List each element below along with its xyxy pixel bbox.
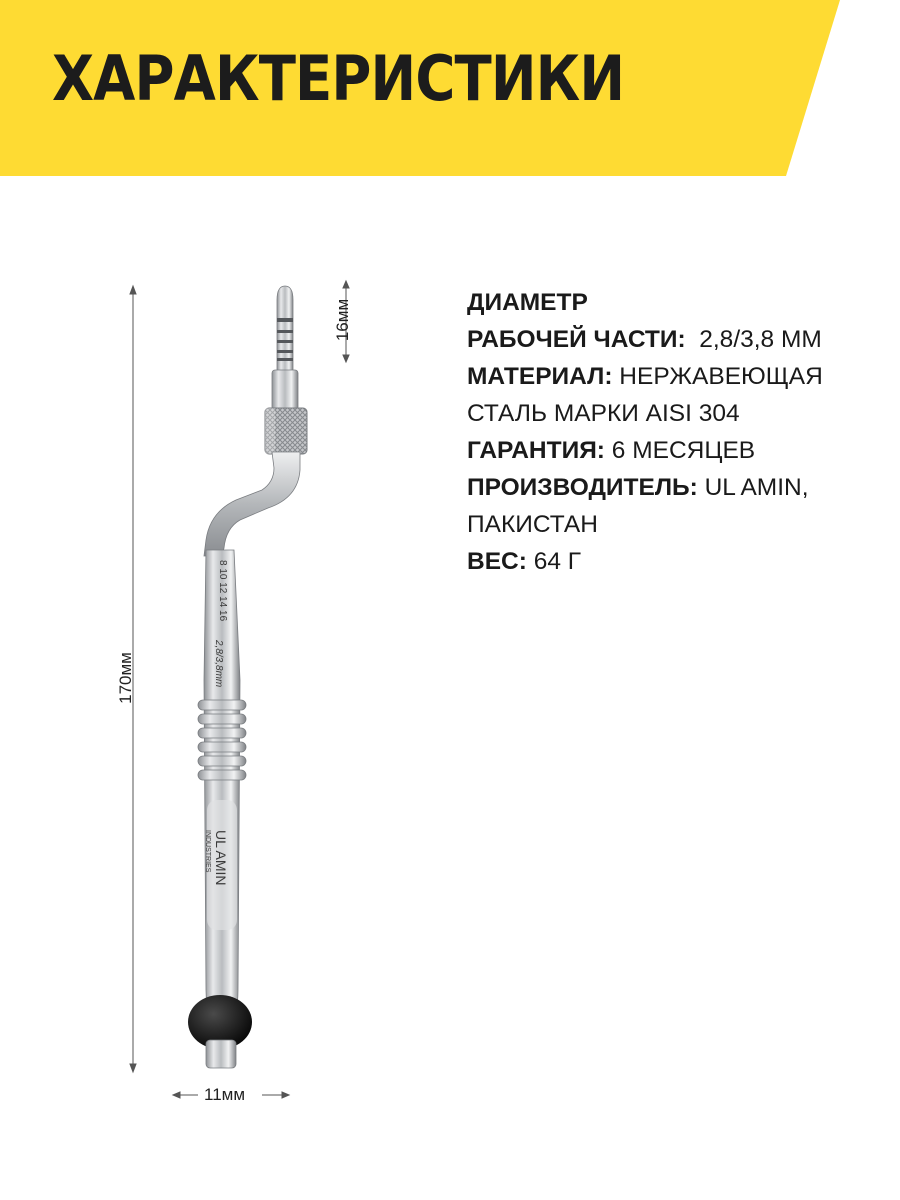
spec-value: 6 МЕСЯЦЕВ bbox=[604, 437, 756, 464]
width-label: 11мм bbox=[204, 1085, 246, 1104]
working-tip bbox=[272, 286, 298, 410]
size-marking: 2,8/3,8mm bbox=[213, 640, 224, 688]
knurled-collar bbox=[265, 408, 307, 454]
brand-text: UL AMIN bbox=[213, 830, 229, 886]
page-title: ХАРАКТЕРИСТИКИ bbox=[52, 42, 625, 115]
spec-label: ПРОИЗВОДИТЕЛЬ: bbox=[467, 474, 698, 501]
spec-value: 2,8/3,8 ММ bbox=[685, 326, 822, 353]
spec-label: ГАРАНТИЯ: bbox=[467, 437, 605, 464]
spec-label: РАБОЧЕЙ ЧАСТИ: bbox=[467, 326, 686, 353]
bent-shaft bbox=[204, 452, 300, 556]
end-cap bbox=[206, 1040, 236, 1068]
spec-value: НЕРЖАВЕЮЩАЯ bbox=[612, 363, 823, 390]
handle bbox=[198, 550, 246, 1030]
spec-value: UL AMIN, bbox=[697, 474, 809, 501]
spec-label: ДИАМЕТР bbox=[467, 289, 588, 316]
tip-length-label: 16мм bbox=[333, 298, 353, 342]
spec-label: МАТЕРИАЛ: bbox=[467, 363, 613, 390]
scale-marks: 8 10 12 14 16 bbox=[217, 560, 228, 622]
spec-label: ВЕС: bbox=[467, 548, 527, 575]
spec-value: 64 Г bbox=[526, 548, 582, 575]
brand-subtext: INDUSTRIES bbox=[204, 830, 211, 873]
total-length-label: 170мм bbox=[115, 652, 135, 704]
spec-value: СТАЛЬ МАРКИ AISI 304 bbox=[467, 400, 740, 427]
spec-value: ПАКИСТАН bbox=[467, 511, 598, 538]
